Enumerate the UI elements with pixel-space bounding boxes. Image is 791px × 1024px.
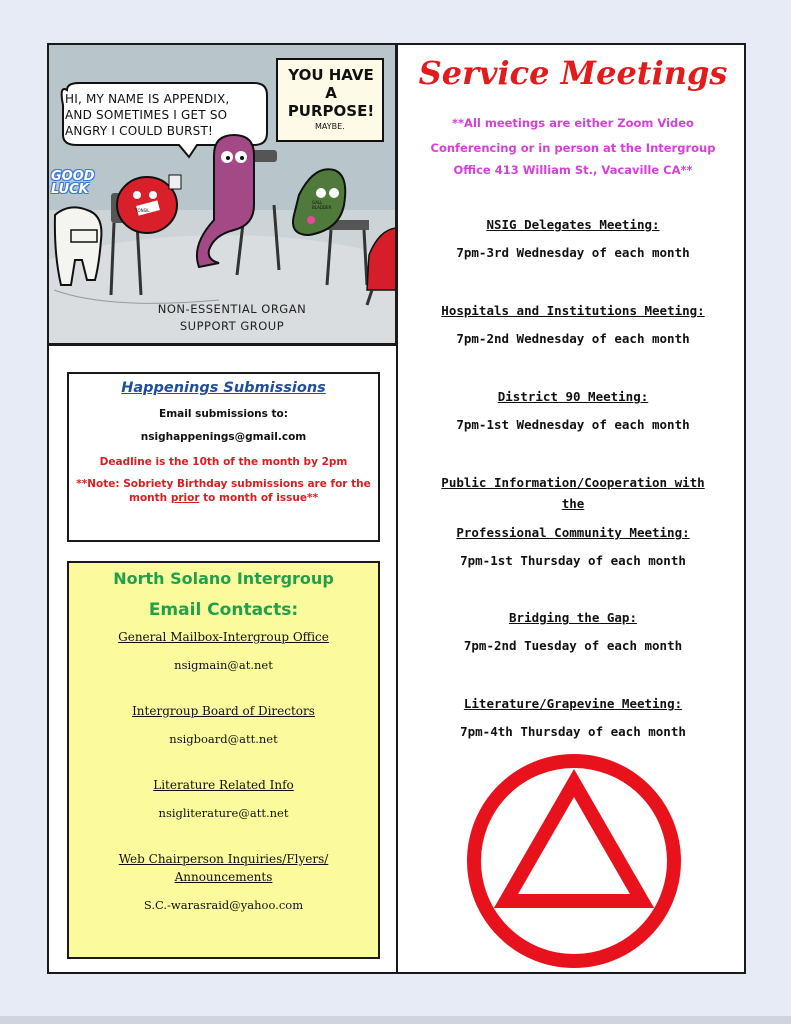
contact-email-literature[interactable]: nsigliterature@att.net (158, 806, 289, 820)
cartoon-panel (49, 45, 396, 346)
contact-email-web[interactable]: S.C.-warasraid@yahoo.com (143, 898, 304, 912)
contacts-title-line2: Email Contacts: (148, 600, 299, 620)
contact-email-board[interactable]: nsigboard@att.net (169, 732, 278, 746)
meeting-note-line3: Office 413 William St., Vacaville CA** (453, 163, 693, 177)
contact-label-web-line1: Web Chairperson Inquiries/Flyers/ (118, 852, 329, 866)
email-submissions-label: Email submissions to: (159, 408, 288, 420)
meeting-time-bridging: 7pm-2nd Tuesday of each month (463, 638, 683, 653)
meeting-note-line2: Conferencing or in person at the Intergroup (430, 141, 716, 155)
meeting-note-line1: **All meetings are either Zoom Video (452, 116, 694, 130)
newsletter-page (47, 43, 746, 974)
meeting-time-district90: 7pm-1st Wednesday of each month (456, 417, 690, 432)
sobriety-note: **Note: Sobriety Birthday submissions are for the month prior to month of issue** (76, 478, 371, 504)
meeting-name-public-info-line1: Public Information/Cooperation with (441, 475, 705, 490)
contact-email-general[interactable]: nsigmain@at.net (174, 658, 273, 672)
email-contacts-box (67, 561, 380, 959)
service-meetings-title: Service Meetings (418, 54, 728, 92)
sign-maybe-text: MAYBE. (315, 122, 345, 131)
good-luck-text: GOOD LUCK (51, 169, 95, 197)
gall-bladder-tag: GALL BLADDER (312, 200, 332, 210)
deadline-text: Deadline is the 10th of the month by 2pm (99, 456, 348, 468)
contacts-title-line1: North Solano Intergroup (113, 569, 334, 588)
aa-circle-triangle-icon (464, 751, 684, 971)
meeting-name-delegates: NSIG Delegates Meeting: (486, 217, 660, 232)
contact-label-board: Intergroup Board of Directors (132, 704, 315, 718)
meeting-name-bridging: Bridging the Gap: (509, 610, 637, 625)
cartoon-caption: NON-ESSENTIAL ORGAN SUPPORT GROUP (157, 302, 307, 333)
submissions-title: Happenings Submissions (121, 380, 326, 396)
contact-label-literature: Literature Related Info (153, 778, 294, 792)
meeting-name-public-info-line2: the (561, 496, 585, 511)
submissions-email[interactable]: nsighappenings@gmail.com (140, 431, 307, 443)
meeting-name-hospitals: Hospitals and Institutions Meeting: (441, 303, 705, 318)
meeting-name-district90: District 90 Meeting: (497, 389, 649, 404)
speech-bubble-text: HI, MY NAME IS APPENDIX, AND SOMETIMES I GET SO ANGRY I COULD BURST! (65, 92, 230, 138)
meeting-time-literature: 7pm-4th Thursday of each month (460, 724, 686, 739)
tonsil-tag: TONSIL (135, 208, 150, 213)
meeting-time-delegates: 7pm-3rd Wednesday of each month (456, 245, 690, 260)
meeting-name-literature: Literature/Grapevine Meeting: (463, 696, 683, 711)
contact-label-web-line2: Announcements (174, 870, 273, 884)
contact-label-general: General Mailbox-Intergroup Office (118, 630, 329, 644)
meeting-time-hospitals: 7pm-2nd Wednesday of each month (456, 331, 690, 346)
bottom-bar (0, 1016, 791, 1024)
service-meetings-column (398, 45, 748, 972)
meeting-name-public-info-line3: Professional Community Meeting: (456, 525, 690, 540)
purpose-sign: YOU HAVE A PURPOSE! (287, 66, 375, 120)
happenings-submissions-box (67, 372, 380, 542)
meeting-time-public-info: 7pm-1st Thursday of each month (460, 553, 686, 568)
